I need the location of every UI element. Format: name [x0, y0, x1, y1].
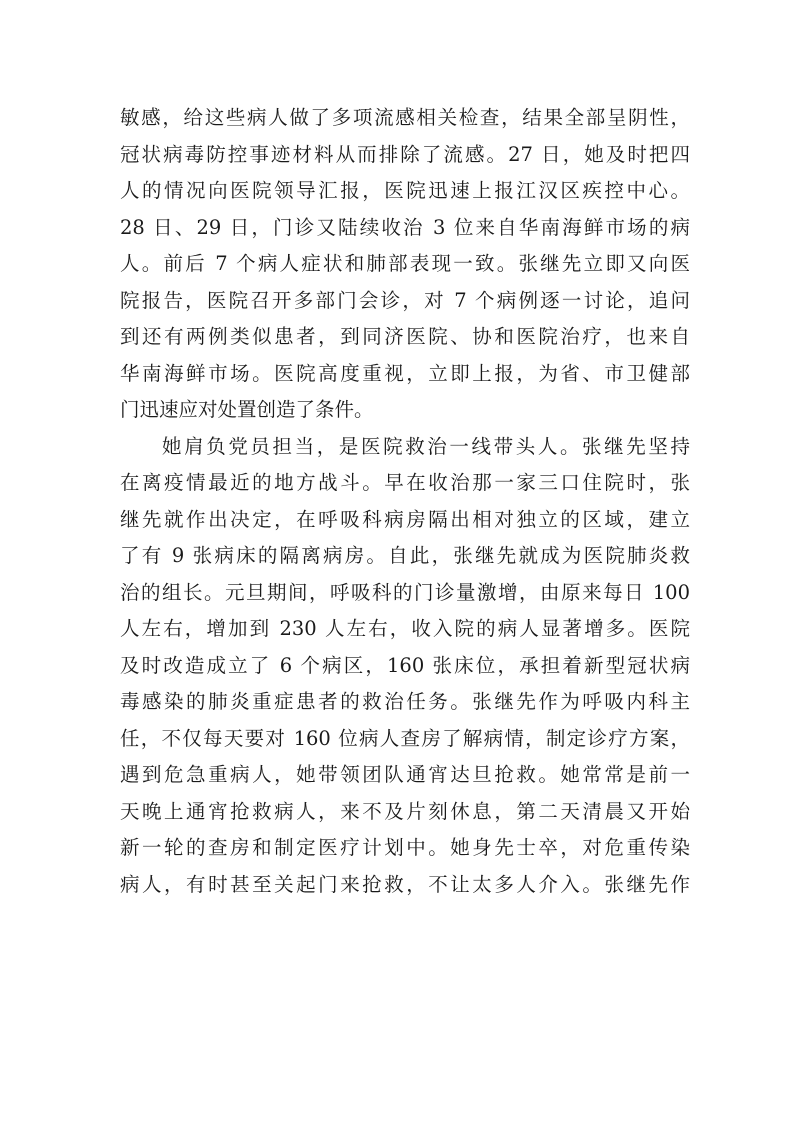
text-line: 了有 9 张病床的隔离病房。自此，张继先就成为医院肺炎救: [120, 544, 690, 567]
text-line: 遇到危急重病人，她带领团队通宵达旦抢救。她常常是前一: [120, 763, 690, 786]
text-line: 到还有两例类似患者，到同济医院、协和医院治疗，也来自: [120, 325, 690, 348]
text-line: 门迅速应对处置创造了条件。: [120, 398, 374, 421]
text-line: 病人，有时甚至关起门来抢救，不让太多人介入。张继先作: [120, 872, 690, 896]
text-line: 冠状病毒防控事迹材料从而排除了流感。27 日，她及时把四: [120, 142, 690, 166]
text-line: 治的组长。元旦期间，呼吸科的门诊量激增，由原来每日 100: [120, 580, 690, 604]
paragraph-2: [120, 429, 690, 904]
text-line: 人左右，增加到 230 人左右，收入院的病人显著增多。医院: [120, 617, 690, 640]
text-line: 她肩负党员担当，是医院救治一线带头人。张继先坚持: [162, 434, 690, 458]
body-text: [120, 100, 690, 903]
text-line: 人的情况向医院领导汇报，医院迅速上报江汉区疾控中心。: [120, 179, 690, 202]
text-line: 毒感染的肺炎重症患者的救治任务。张继先作为呼吸内科主: [120, 690, 690, 713]
text-line: 28 日、29 日，门诊又陆续收治 3 位来自华南海鲜市场的病: [120, 215, 690, 239]
text-line: 敏感，给这些病人做了多项流感相关检查，结果全部呈阴性，: [120, 106, 690, 129]
text-line: 院报告，医院召开多部门会诊，对 7 个病例逐一讨论，追问: [120, 288, 690, 312]
text-line: 人。前后 7 个病人症状和肺部表现一致。张继先立即又向医: [120, 252, 690, 275]
text-line: 华南海鲜市场。医院高度重视，立即上报，为省、市卫健部: [120, 361, 690, 385]
text-line: 任，不仅每天要对 160 位病人查房了解病情，制定诊疗方案，: [120, 726, 690, 750]
text-line: 及时改造成立了 6 个病区，160 张床位，承担着新型冠状病: [120, 653, 690, 677]
text-line: 天晚上通宵抢救病人，来不及片刻休息，第二天清晨又开始: [120, 799, 690, 823]
text-line: 新一轮的查房和制定医疗计划中。她身先士卒，对危重传染: [120, 836, 690, 859]
paragraph-1: [120, 100, 690, 429]
text-line: 在离疫情最近的地方战斗。早在收治那一家三口住院时，张: [120, 471, 690, 494]
text-line: 继先就作出决定，在呼吸科病房隔出相对独立的区域，建立: [120, 507, 690, 531]
